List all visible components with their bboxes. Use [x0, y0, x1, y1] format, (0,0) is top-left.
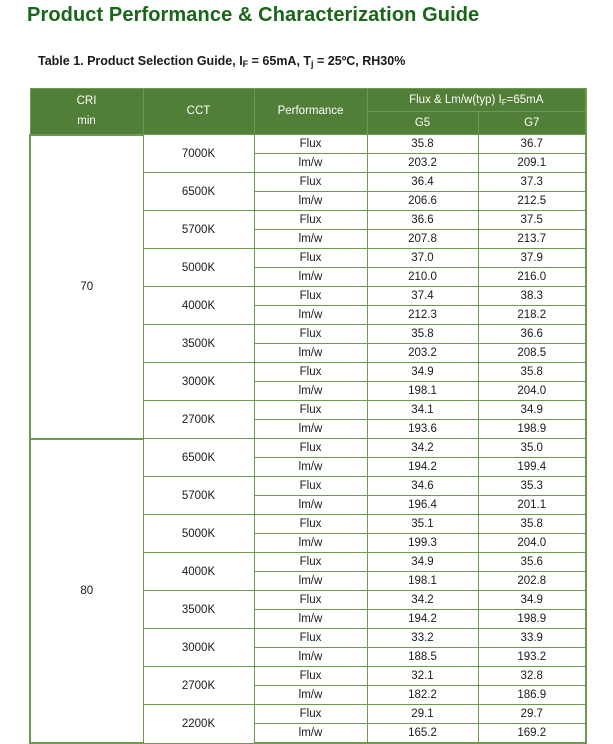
product-selection-table [29, 88, 587, 744]
cri-label-line1: CRI [76, 95, 97, 108]
cct-value-cell: 7000K [143, 135, 254, 173]
cct-value-cell: 4000K [143, 287, 254, 325]
cct-value-cell: 3000K [143, 629, 254, 667]
value-g5-flux: 34.9 [367, 553, 478, 572]
value-g7-lmw: 216.0 [478, 268, 586, 287]
value-g5-flux: 35.8 [367, 325, 478, 344]
performance-label-flux: Flux [254, 325, 367, 344]
performance-label-flux: Flux [254, 173, 367, 192]
table-body [30, 135, 586, 744]
value-g7-lmw: 213.7 [478, 230, 586, 249]
performance-label-lmw: lm/w [254, 268, 367, 287]
value-g5-lmw: 206.6 [367, 192, 478, 211]
table-caption [38, 54, 405, 68]
performance-label-flux: Flux [254, 135, 367, 154]
value-g5-lmw: 182.2 [367, 686, 478, 705]
performance-label-flux: Flux [254, 477, 367, 496]
performance-label-flux: Flux [254, 629, 367, 648]
performance-label-flux: Flux [254, 287, 367, 306]
column-header-cri [30, 89, 143, 135]
value-g5-lmw: 199.3 [367, 534, 478, 553]
column-header-cct: CCT [143, 89, 254, 135]
value-g7-lmw: 204.0 [478, 382, 586, 401]
performance-label-flux: Flux [254, 401, 367, 420]
value-g7-flux: 35.0 [478, 439, 586, 458]
value-g5-lmw: 196.4 [367, 496, 478, 515]
performance-label-lmw: lm/w [254, 420, 367, 439]
value-g7-lmw: 169.2 [478, 724, 586, 744]
value-g5-flux: 29.1 [367, 705, 478, 724]
column-header-g7: G7 [478, 112, 586, 135]
performance-label-lmw: lm/w [254, 572, 367, 591]
performance-label-flux: Flux [254, 211, 367, 230]
value-g5-lmw: 193.6 [367, 420, 478, 439]
cct-value-cell: 3500K [143, 325, 254, 363]
value-g5-flux: 34.6 [367, 477, 478, 496]
value-g7-lmw: 186.9 [478, 686, 586, 705]
value-g5-flux: 34.9 [367, 363, 478, 382]
value-g5-lmw: 212.3 [367, 306, 478, 325]
value-g5-lmw: 207.8 [367, 230, 478, 249]
value-g7-flux: 33.9 [478, 629, 586, 648]
value-g5-flux: 35.1 [367, 515, 478, 534]
performance-label-lmw: lm/w [254, 686, 367, 705]
performance-label-flux: Flux [254, 249, 367, 268]
performance-label-lmw: lm/w [254, 534, 367, 553]
value-g7-flux: 35.6 [478, 553, 586, 572]
value-g5-lmw: 194.2 [367, 610, 478, 629]
caption-middle: = 65mA, T [248, 54, 312, 68]
value-g7-lmw: 202.8 [478, 572, 586, 591]
cct-value-cell: 2200K [143, 705, 254, 744]
value-g5-lmw: 165.2 [367, 724, 478, 744]
cct-value-cell: 2700K [143, 667, 254, 705]
performance-label-flux: Flux [254, 363, 367, 382]
value-g7-lmw: 209.1 [478, 154, 586, 173]
value-g7-lmw: 218.2 [478, 306, 586, 325]
performance-label-lmw: lm/w [254, 382, 367, 401]
caption-subscript-if: F [242, 59, 249, 69]
cct-value-cell: 6500K [143, 173, 254, 211]
performance-label-lmw: lm/w [254, 344, 367, 363]
cct-value-cell: 5700K [143, 477, 254, 515]
cri-label-line2: min [77, 115, 96, 128]
value-g5-flux: 36.6 [367, 211, 478, 230]
performance-label-flux: Flux [254, 553, 367, 572]
value-g7-lmw: 208.5 [478, 344, 586, 363]
cct-value-cell: 2700K [143, 401, 254, 439]
performance-label-flux: Flux [254, 591, 367, 610]
value-g5-flux: 37.4 [367, 287, 478, 306]
value-g5-flux: 34.1 [367, 401, 478, 420]
value-g7-lmw: 212.5 [478, 192, 586, 211]
cct-value-cell: 6500K [143, 439, 254, 477]
value-g5-flux: 32.1 [367, 667, 478, 686]
cct-value-cell: 5000K [143, 515, 254, 553]
caption-subscript-tj: j [311, 59, 314, 69]
performance-label-flux: Flux [254, 515, 367, 534]
value-g7-lmw: 204.0 [478, 534, 586, 553]
value-g7-flux: 37.5 [478, 211, 586, 230]
flux-group-prefix: Flux & Lm/w(typ) I [409, 94, 502, 106]
caption-prefix: Table 1. Product Selection Guide, I [38, 54, 243, 68]
value-g5-flux: 36.4 [367, 173, 478, 192]
flux-group-suffix: =65mA [506, 94, 544, 106]
column-header-flux-group [367, 89, 586, 112]
value-g7-flux: 37.3 [478, 173, 586, 192]
performance-label-lmw: lm/w [254, 154, 367, 173]
flux-group-subscript: F [501, 98, 507, 107]
value-g5-flux: 33.2 [367, 629, 478, 648]
caption-suffix: = 25ºC, RH30% [313, 54, 406, 68]
cct-value-cell: 5700K [143, 211, 254, 249]
cri-value-cell: 70 [30, 135, 143, 439]
performance-label-flux: Flux [254, 705, 367, 724]
performance-label-lmw: lm/w [254, 192, 367, 211]
value-g5-flux: 37.0 [367, 249, 478, 268]
performance-label-flux: Flux [254, 667, 367, 686]
value-g5-lmw: 203.2 [367, 154, 478, 173]
page-title: Product Performance & Characterization Guide [27, 4, 480, 26]
value-g7-lmw: 193.2 [478, 648, 586, 667]
cct-value-cell: 4000K [143, 553, 254, 591]
value-g7-flux: 35.8 [478, 515, 586, 534]
value-g7-lmw: 198.9 [478, 420, 586, 439]
cct-value-cell: 3500K [143, 591, 254, 629]
value-g5-flux: 34.2 [367, 439, 478, 458]
value-g7-flux: 32.8 [478, 667, 586, 686]
value-g7-flux: 34.9 [478, 401, 586, 420]
value-g5-lmw: 203.2 [367, 344, 478, 363]
performance-label-lmw: lm/w [254, 306, 367, 325]
value-g5-lmw: 210.0 [367, 268, 478, 287]
value-g7-flux: 37.9 [478, 249, 586, 268]
cct-value-cell: 5000K [143, 249, 254, 287]
performance-label-lmw: lm/w [254, 610, 367, 629]
value-g7-flux: 34.9 [478, 591, 586, 610]
value-g5-lmw: 188.5 [367, 648, 478, 667]
value-g7-flux: 36.7 [478, 135, 586, 154]
performance-label-lmw: lm/w [254, 724, 367, 744]
table-header [30, 89, 586, 135]
value-g5-lmw: 198.1 [367, 572, 478, 591]
performance-label-lmw: lm/w [254, 458, 367, 477]
performance-label-lmw: lm/w [254, 648, 367, 667]
table-row [30, 135, 586, 154]
value-g7-flux: 35.3 [478, 477, 586, 496]
value-g7-flux: 38.3 [478, 287, 586, 306]
column-header-g5: G5 [367, 112, 478, 135]
value-g7-lmw: 198.9 [478, 610, 586, 629]
value-g5-flux: 34.2 [367, 591, 478, 610]
column-header-performance: Performance [254, 89, 367, 135]
value-g5-lmw: 198.1 [367, 382, 478, 401]
performance-label-lmw: lm/w [254, 496, 367, 515]
cct-value-cell: 3000K [143, 363, 254, 401]
performance-label-lmw: lm/w [254, 230, 367, 249]
table-row [30, 439, 586, 458]
value-g7-flux: 36.6 [478, 325, 586, 344]
value-g7-lmw: 201.1 [478, 496, 586, 515]
value-g7-flux: 35.8 [478, 363, 586, 382]
value-g7-lmw: 199.4 [478, 458, 586, 477]
cri-value-cell: 80 [30, 439, 143, 744]
value-g5-lmw: 194.2 [367, 458, 478, 477]
value-g7-flux: 29.7 [478, 705, 586, 724]
performance-label-flux: Flux [254, 439, 367, 458]
value-g5-flux: 35.8 [367, 135, 478, 154]
